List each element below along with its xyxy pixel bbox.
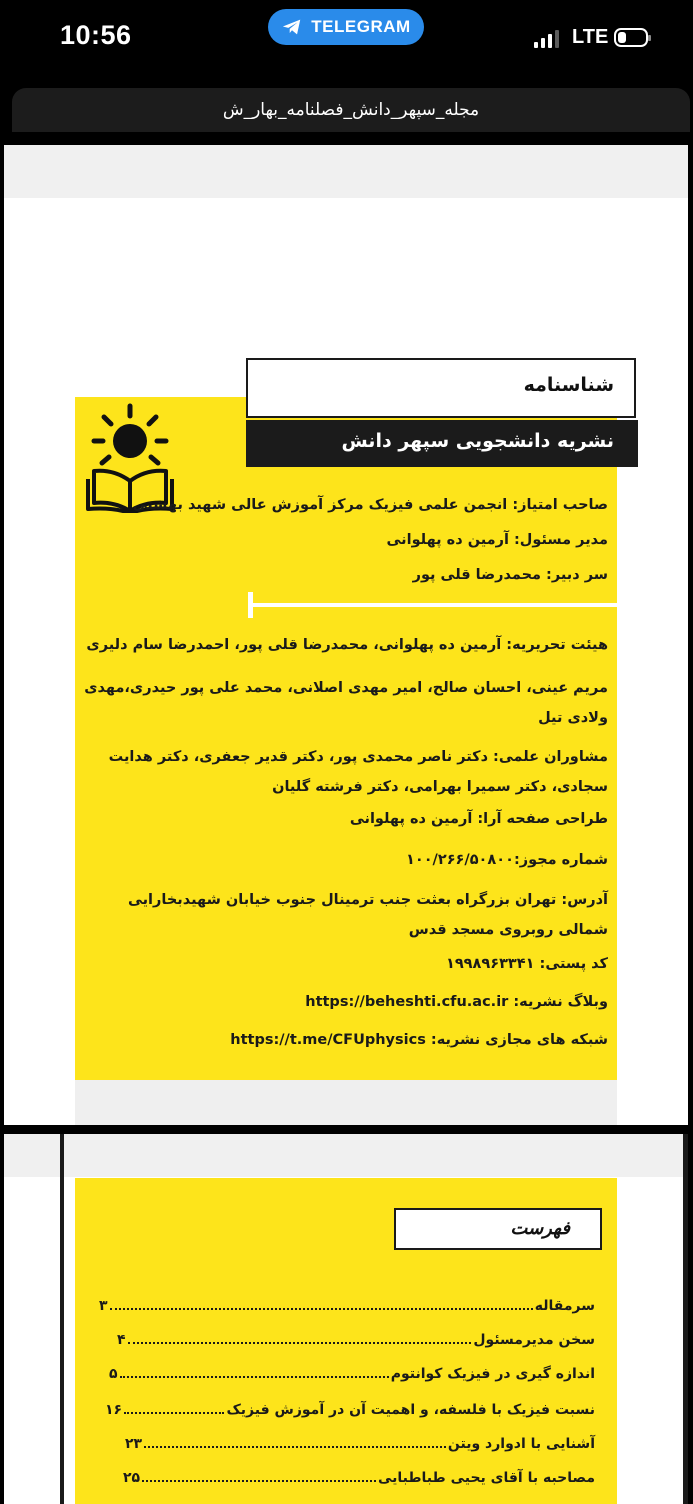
page-contents[interactable]	[4, 1134, 688, 1504]
postal-code-line: کد پستی: ۱۹۹۸۹۶۳۳۴۱	[445, 956, 608, 972]
toc-item-page: ۲۵	[123, 1470, 141, 1486]
toc-item[interactable]	[125, 1432, 595, 1452]
blog-line: وبلاگ نشریه: https://beheshti.cfu.ac.ir	[305, 994, 608, 1010]
toc-leader	[142, 1466, 376, 1482]
clock: 10:56	[60, 20, 132, 50]
document-viewer[interactable]	[0, 78, 693, 1500]
status-bar	[0, 0, 693, 78]
toc-item-page: ۵	[109, 1366, 118, 1382]
manager-line: مدیر مسئول: آرمین ده پهلوانی	[386, 532, 608, 548]
battery-icon	[614, 28, 648, 47]
toc-item-title: اندازه گیری در فیزیک کوانتوم	[390, 1366, 595, 1382]
telegram-pill-label: TELEGRAM	[311, 17, 411, 36]
page-frame-right	[683, 1134, 688, 1504]
telegram-plane-icon	[281, 16, 303, 38]
toc-item-title: آشنایی با ادوارد ویتن	[447, 1436, 595, 1452]
toc-leader	[124, 1398, 224, 1414]
advisors-line: مشاوران علمی: دکتر ناصر محمدی پور، دکتر قدیر جعفری، دکتر هدایت سجادی، دکتر سمیرا بهرامی، دکتر فرشته گلیان	[108, 749, 608, 795]
toc-item-page: ۳	[99, 1298, 108, 1314]
toc-item[interactable]	[99, 1294, 595, 1314]
toc-item-title: سخن مدیرمسئول	[473, 1332, 595, 1348]
identity-heading-box	[246, 358, 636, 418]
signal-icon	[534, 30, 559, 48]
toc-item[interactable]	[117, 1328, 595, 1348]
toc-leader	[120, 1362, 389, 1378]
contents-heading-box	[394, 1208, 602, 1250]
toc-leader	[128, 1328, 472, 1344]
toc-item[interactable]	[105, 1398, 595, 1418]
social-line: شبکه های مجازی نشریه: https://t.me/CFUphysics	[230, 1032, 608, 1048]
identity-heading: شناسنامه	[523, 374, 614, 396]
toc-item-title: مصاحبه با آقای یحیی طباطبایی	[377, 1470, 595, 1486]
divider	[250, 603, 617, 607]
owner-line: صاحب امتیاز: انجمن علمی فیزیک مرکز آموزش عالی شهید بهشتی	[132, 497, 608, 513]
editor-line: سر دبیر: محمدرضا قلی پور	[412, 567, 608, 583]
telegram-return-pill[interactable]	[268, 9, 424, 45]
toc-item-title: سرمقاله	[534, 1298, 595, 1314]
board-line: هیئت تحریریه: آرمین ده پهلوانی، محمدرضا قلی پور، احمدرضا سام دلیری	[86, 637, 608, 653]
toc-item-page: ۲۳	[125, 1436, 143, 1452]
document-title: مجله_سپهر_دانش_فصلنامه_بهار_ش	[12, 88, 690, 132]
designer-line: طراحی صفحه آرا: آرمین ده پهلوانی	[349, 811, 608, 827]
license-line: شماره مجوز:۱۰۰/۲۶۶/۵۰۸۰۰	[406, 852, 608, 868]
page-frame-left	[60, 1134, 64, 1504]
publication-name: نشریه دانشجویی سپهر دانش	[341, 430, 614, 452]
network-type: LTE	[572, 26, 609, 48]
page-top-margin	[4, 145, 688, 198]
address-line: آدرس: تهران بزرگراه بعثت جنب ترمینال جنوب خیابان شهیدبخارایی شمالی روبروی مسجد قدس	[127, 892, 608, 938]
contents-heading: فهرست	[510, 1218, 570, 1239]
publication-name-bar	[246, 420, 638, 467]
toc-item[interactable]	[123, 1466, 595, 1486]
toc-leader	[110, 1294, 533, 1310]
toc-leader	[144, 1432, 446, 1448]
board-members-line: مریم عینی، احسان صالح، امیر مهدی اصلانی، محمد علی پور حیدری،مهدی ولادی تیل	[84, 680, 608, 726]
toc-item[interactable]	[109, 1362, 595, 1382]
toc-item-page: ۱۶	[105, 1402, 123, 1418]
toc-item-page: ۴	[117, 1332, 126, 1348]
page-identity[interactable]	[4, 145, 688, 1125]
toc-item-title: نسبت فیزیک با فلسفه، و اهمیت آن در آموزش فیزیک	[226, 1402, 595, 1418]
panel-shadow	[75, 1080, 617, 1125]
page-top-margin	[4, 1134, 688, 1177]
